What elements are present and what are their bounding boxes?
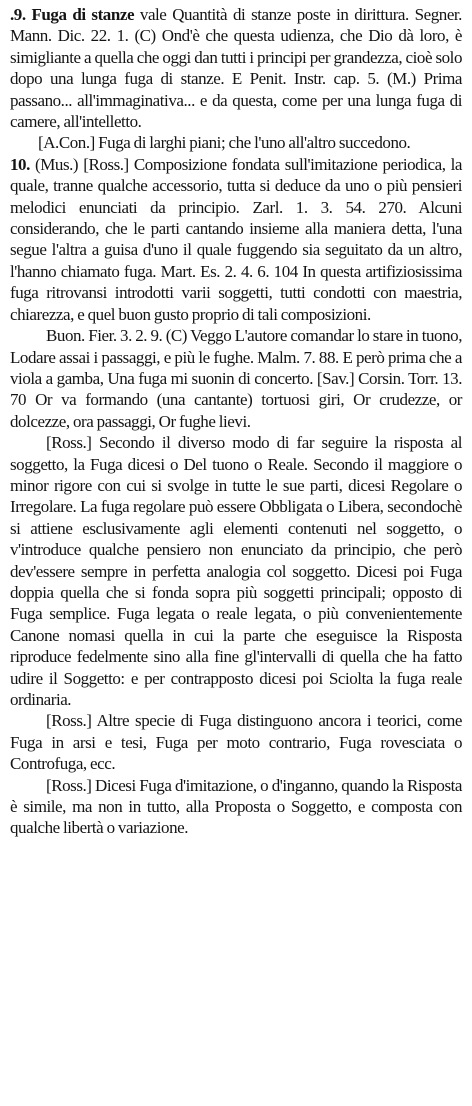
entry-text: [Ross.] Secondo il diverso modo di far seguire la risposta al soggetto, la Fuga dicesi o Del tuono o Reale. Secondo il maggiore o minor rigore con cui si svolge in tutte le sue parti, dicesi Regolare o Irregolare. La fuga regolare può essere Obbligata o Libera, secondochè si attiene esclusivamente agli elementi contenuti nel soggetto, o v'introduce qualche pensiero non enunciato da principio, che però dev'essere sempre in perfetta analogia col soggetto. Dicesi poi Fuga doppia quella che si fonda sopra più soggetti principali; opposto di Fuga semplice. Fuga legata o reale legata, o più convenientemente Canone nomasi quella in cui la parte che eseguisce la Risposta riproduce fedelmente sino alla fine gl'intervalli di quella che ha fatto udire il Soggetto: e per contrapposto dicesi poi Sciolta la fuga reale ordinaria. — [10, 433, 462, 709]
entry-text: [Ross.] Composizione fondata sull'imitazione periodica, la quale, tranne qualche accessorio, tutta si deduce da uno o più pensieri melodici enunciati da principio. Zarl. 1. 3. 54. 270. Alcuni considerando, che le parti cantando insieme alla maniera detta, l'una segue l'altra a guisa d'uno il quale fuggendo sia seguitato da un altro, l'hanno chiamato fuga. Mart. Es. 2. 4. 6. 104 In questa artifiziosissima fuga ritrovansi introdotti varii soggetti, tutti condotti con maestria, chiarezza, e quel buon gusto proprio di tali composizioni. — [10, 154, 462, 324]
entry-headword: Fuga di stanze — [31, 5, 135, 24]
entry-number: .9. — [10, 5, 26, 24]
entry-9-subsense — [10, 132, 462, 153]
entry-9 — [10, 4, 462, 132]
entry-text: [Ross.] Altre specie di Fuga distinguono ancora i teorici, come Fuga in arsi e tesi, Fuga per moto contrario, Fuga rovesciata o Controfuga, ecc. — [10, 711, 462, 774]
entry-10-note-species — [10, 710, 462, 774]
entry-text: [Ross.] Dicesi Fuga d'imitazione, o d'inganno, quando la Risposta è simile, ma non in tutto, alla Proposta o Soggetto, e composta con qualche libertà o variazione. — [10, 775, 462, 838]
entry-text: Buon. Fier. 3. 2. 9. (C) Veggo L'autore comandar lo stare in tuono, Lodare assai i passaggi, e più le fughe. Malm. 7. 88. E però prima che a viola a gamba, Una fuga mi suonin di concerto. [Sav.] Corsin. Torr. 13. 70 Or va formando (una cantante) tortuosi giri, Or crudezze, or dolcezze, ora passaggi, Or fughe lievi. — [10, 326, 462, 431]
entry-10-citations — [10, 325, 462, 432]
entry-10-note-imitation — [10, 775, 462, 839]
entry-text: vale Quantità di stanze poste in dirittura. Segner. Mann. Dic. 22. 1. (C) Ond'è che questa udienza, che Dio dà loro, è simigliante a quella che oggi dan tutti i principi per grandezza, cioè solo dopo una lunga fuga di stanze. E Penit. Instr. cap. 5. (M.) Prima passano... all'immaginativa... e da questa, come per una lunga fuga di camere, all'intelletto. — [10, 5, 462, 132]
entry-text: [A.Con.] Fuga di larghi piani; che l'uno all'altro succedono. — [38, 133, 411, 153]
entry-10-note-forms — [10, 432, 462, 710]
entry-10 — [10, 154, 462, 325]
entry-headword: (Mus.) — [35, 154, 79, 174]
entry-number: 10. — [10, 154, 30, 174]
